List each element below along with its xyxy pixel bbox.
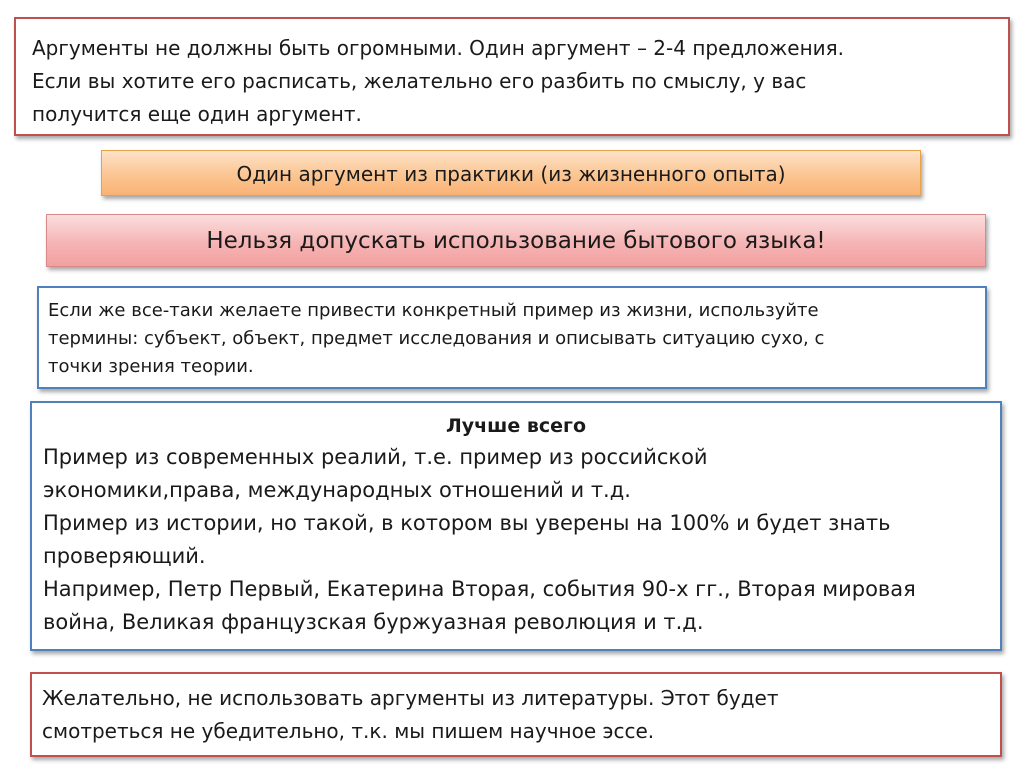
best-examples-heading: Лучше всего [445,415,587,437]
life-example-line-3: точки зрения теории. [48,356,254,377]
no-everyday-language-text: Нельзя допускать использование бытового языка! [206,228,826,254]
literature-note-box [30,672,1002,757]
practice-argument-banner [101,150,921,196]
literature-note-line-2: смотреться не убедительно, т.к. мы пишем научное эссе. [42,719,655,743]
best-examples-line-4: проверяющий. [43,544,206,568]
life-example-line-1: Если же все-таки желаете привести конкретный пример из жизни, используйте [48,300,819,321]
intro-note-line-2: Если вы хотите его расписать, желательно его разбить по смыслу, у вас [32,69,807,93]
literature-note-line-1: Желательно, не использовать аргументы из литературы. Этот будет [42,686,779,710]
intro-note-line-1: Аргументы не должны быть огромными. Один аргумент – 2-4 предложения. [32,36,845,60]
intro-note-line-3: получится еще один аргумент. [32,102,362,126]
no-everyday-language-banner [46,214,986,267]
practice-argument-text: Один аргумент из практики (из жизненного опыта) [236,162,786,186]
best-examples-line-1: Пример из современных реалий, т.е. пример из российской [43,445,708,469]
intro-note-box [14,17,1010,136]
best-examples-line-3: Пример из истории, но такой, в котором вы уверены на 100% и будет знать [43,511,891,535]
best-examples-line-5: Например, Петр Первый, Екатерина Вторая, события 90-х гг., Вторая мировая [43,577,916,601]
life-example-box [37,286,987,389]
best-examples-box [30,401,1002,651]
life-example-line-2: термины: субъект, объект, предмет исследования и описывать ситуацию сухо, с [48,328,825,349]
best-examples-line-2: экономики,права, международных отношений и т.д. [43,478,631,502]
best-examples-line-6: война, Великая французская буржуазная революция и т.д. [43,610,704,634]
